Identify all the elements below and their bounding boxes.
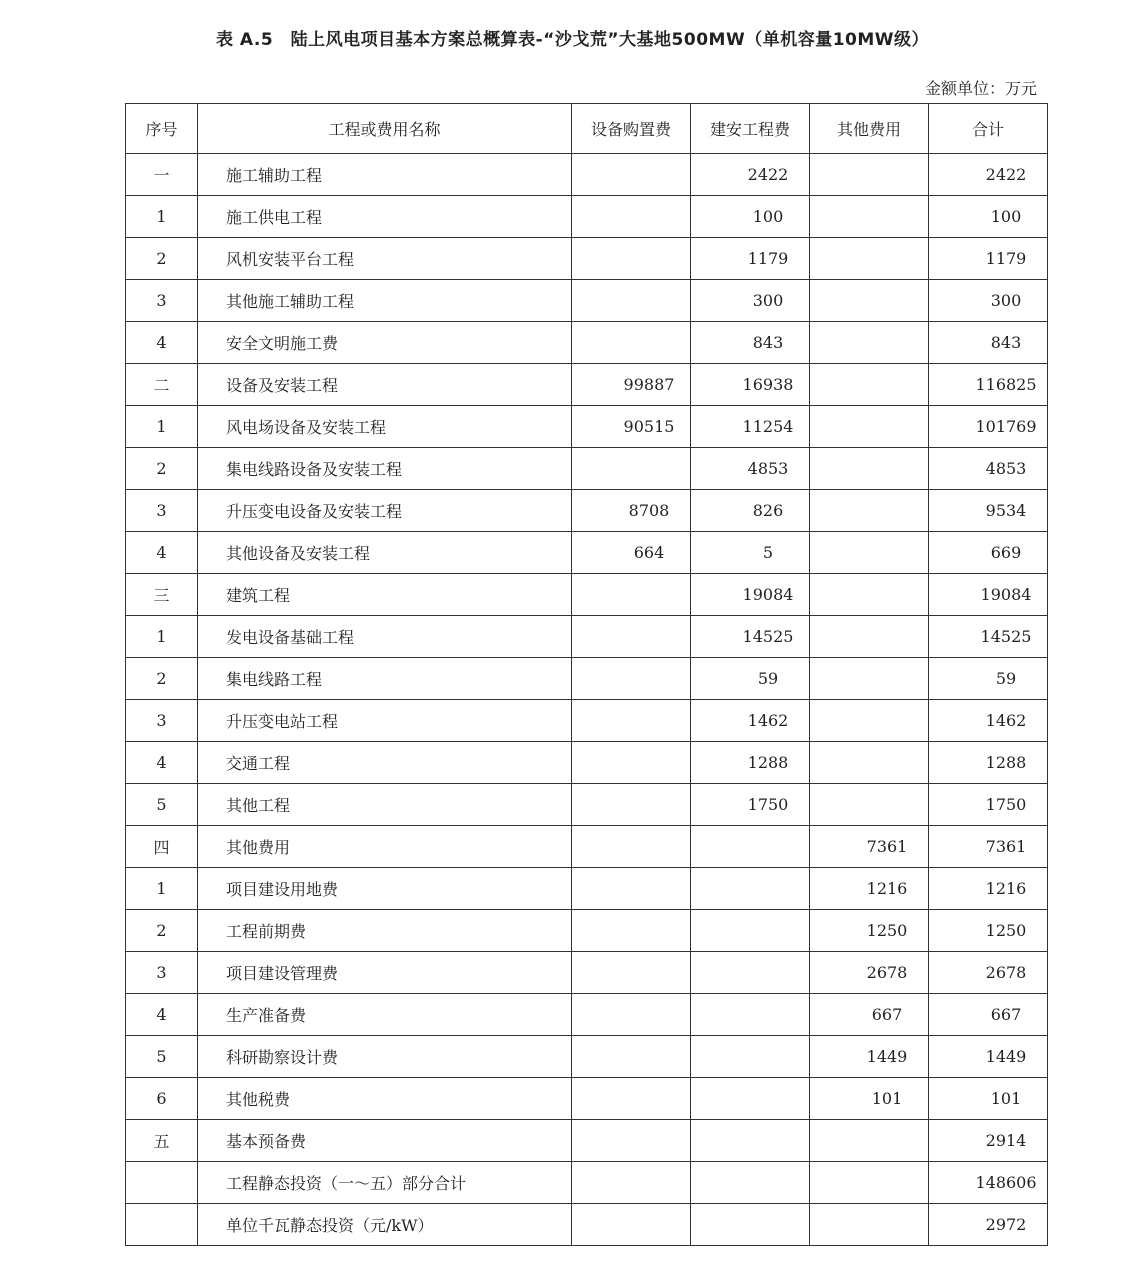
unit-label: 金额单位：万元 (924, 79, 1037, 98)
row-construction-cost-value: 843 (752, 333, 784, 352)
row-total-value: 2678 (985, 963, 1027, 982)
row-name: 集电线路设备及安装工程 (198, 448, 572, 490)
row-total-value: 2914 (985, 1131, 1027, 1150)
table-row (126, 1162, 1048, 1204)
table-row (126, 910, 1048, 952)
row-construction-cost (691, 1036, 810, 1078)
row-equipment-cost (572, 952, 691, 994)
row-construction-cost-value: 1179 (747, 249, 789, 268)
cost-estimate-table (125, 103, 1048, 1246)
row-construction-cost (691, 532, 810, 574)
row-no: 3 (126, 952, 198, 994)
row-construction-cost (691, 1204, 810, 1246)
row-construction-cost (691, 196, 810, 238)
table-row (126, 322, 1048, 364)
row-equipment-cost (572, 1120, 691, 1162)
row-total-value: 1250 (985, 921, 1027, 940)
row-other-cost (810, 742, 929, 784)
row-construction-cost (691, 700, 810, 742)
row-name: 其他税费 (198, 1078, 572, 1120)
row-equipment-cost (572, 1078, 691, 1120)
row-equipment-cost-value: 90515 (623, 417, 675, 436)
row-construction-cost (691, 994, 810, 1036)
row-construction-cost-value: 100 (752, 207, 784, 226)
row-total (929, 490, 1048, 532)
row-equipment-cost (572, 826, 691, 868)
row-other-cost (810, 1120, 929, 1162)
row-total (929, 406, 1048, 448)
row-equipment-cost (572, 280, 691, 322)
row-name: 工程前期费 (198, 910, 572, 952)
row-no: 4 (126, 994, 198, 1036)
row-total-value: 667 (990, 1005, 1022, 1024)
row-total (929, 952, 1048, 994)
row-construction-cost (691, 826, 810, 868)
row-construction-cost (691, 154, 810, 196)
row-construction-cost (691, 238, 810, 280)
table-row (126, 868, 1048, 910)
row-total (929, 322, 1048, 364)
row-name: 风电场设备及安装工程 (198, 406, 572, 448)
table-row (126, 1120, 1048, 1162)
row-no (126, 1162, 198, 1204)
row-name: 其他工程 (198, 784, 572, 826)
row-name: 安全文明施工费 (198, 322, 572, 364)
row-total (929, 994, 1048, 1036)
row-construction-cost (691, 406, 810, 448)
row-name: 风机安装平台工程 (198, 238, 572, 280)
row-total-value: 14525 (980, 627, 1032, 646)
table-row (126, 574, 1048, 616)
table-row (126, 532, 1048, 574)
row-equipment-cost (572, 448, 691, 490)
row-construction-cost-value: 1462 (747, 711, 789, 730)
row-construction-cost (691, 280, 810, 322)
row-name: 发电设备基础工程 (198, 616, 572, 658)
row-total-value: 2422 (985, 165, 1027, 184)
row-construction-cost-value: 14525 (742, 627, 794, 646)
row-no: 2 (126, 910, 198, 952)
row-other-cost (810, 1204, 929, 1246)
row-name: 升压变电站工程 (198, 700, 572, 742)
table-row (126, 406, 1048, 448)
row-name: 基本预备费 (198, 1120, 572, 1162)
row-total-value: 300 (990, 291, 1022, 310)
row-other-cost (810, 406, 929, 448)
row-other-cost (810, 1078, 929, 1120)
row-equipment-cost (572, 1036, 691, 1078)
row-no: 1 (126, 406, 198, 448)
row-other-cost (810, 658, 929, 700)
row-construction-cost-value: 1750 (747, 795, 789, 814)
row-no: 5 (126, 784, 198, 826)
row-construction-cost-value: 16938 (742, 375, 794, 394)
row-name: 集电线路工程 (198, 658, 572, 700)
row-total (929, 658, 1048, 700)
row-other-cost (810, 700, 929, 742)
row-equipment-cost (572, 658, 691, 700)
row-equipment-cost (572, 322, 691, 364)
row-total (929, 532, 1048, 574)
row-total (929, 1036, 1048, 1078)
row-equipment-cost (572, 196, 691, 238)
row-name: 生产准备费 (198, 994, 572, 1036)
row-equipment-cost (572, 1162, 691, 1204)
row-other-cost (810, 322, 929, 364)
row-construction-cost (691, 910, 810, 952)
row-name: 其他设备及安装工程 (198, 532, 572, 574)
row-no: 3 (126, 700, 198, 742)
row-total-value: 7361 (985, 837, 1027, 856)
row-no: 1 (126, 616, 198, 658)
table-row (126, 238, 1048, 280)
row-total (929, 742, 1048, 784)
row-name: 科研勘察设计费 (198, 1036, 572, 1078)
row-other-cost (810, 280, 929, 322)
row-total-value: 100 (990, 207, 1022, 226)
row-other-cost (810, 952, 929, 994)
row-other-cost-value: 101 (871, 1089, 903, 1108)
row-name: 建筑工程 (198, 574, 572, 616)
table-row (126, 826, 1048, 868)
row-total-value: 669 (990, 543, 1022, 562)
row-other-cost (810, 490, 929, 532)
row-no: 1 (126, 868, 198, 910)
row-equipment-cost (572, 238, 691, 280)
row-total-value: 1750 (985, 795, 1027, 814)
row-construction-cost-value: 300 (752, 291, 784, 310)
row-construction-cost-value: 2422 (747, 165, 789, 184)
row-equipment-cost (572, 1204, 691, 1246)
row-equipment-cost (572, 490, 691, 532)
row-total-value: 59 (995, 669, 1017, 688)
header-other: 其他费用 (810, 104, 929, 154)
row-equipment-cost (572, 406, 691, 448)
header-no: 序号 (126, 104, 198, 154)
row-name: 施工辅助工程 (198, 154, 572, 196)
row-construction-cost-value: 826 (752, 501, 784, 520)
row-total-value: 1288 (985, 753, 1027, 772)
row-construction-cost-value: 4853 (747, 459, 789, 478)
row-construction-cost (691, 1120, 810, 1162)
row-total (929, 910, 1048, 952)
row-total (929, 154, 1048, 196)
row-no: 5 (126, 1036, 198, 1078)
row-total (929, 364, 1048, 406)
table-row (126, 742, 1048, 784)
header-equipment: 设备购置费 (572, 104, 691, 154)
row-name: 项目建设管理费 (198, 952, 572, 994)
row-other-cost-value: 667 (871, 1005, 903, 1024)
row-total-value: 19084 (980, 585, 1032, 604)
row-name: 项目建设用地费 (198, 868, 572, 910)
table-row (126, 196, 1048, 238)
table-row (126, 784, 1048, 826)
table-row (126, 490, 1048, 532)
row-no: 2 (126, 238, 198, 280)
row-total (929, 868, 1048, 910)
row-other-cost (810, 1162, 929, 1204)
row-other-cost-value: 7361 (866, 837, 908, 856)
row-no: 2 (126, 658, 198, 700)
row-construction-cost-value: 1288 (747, 753, 789, 772)
row-construction-cost (691, 448, 810, 490)
row-name: 交通工程 (198, 742, 572, 784)
row-construction-cost (691, 868, 810, 910)
row-construction-cost-value: 5 (762, 543, 774, 562)
row-construction-cost (691, 1162, 810, 1204)
row-equipment-cost (572, 532, 691, 574)
table-row (126, 280, 1048, 322)
row-total-value: 101 (990, 1089, 1022, 1108)
row-total (929, 448, 1048, 490)
row-construction-cost (691, 784, 810, 826)
row-construction-cost (691, 616, 810, 658)
row-other-cost (810, 994, 929, 1036)
row-total (929, 616, 1048, 658)
row-construction-cost (691, 742, 810, 784)
row-other-cost (810, 448, 929, 490)
row-total (929, 1120, 1048, 1162)
row-name: 施工供电工程 (198, 196, 572, 238)
row-other-cost (810, 238, 929, 280)
row-no: 4 (126, 742, 198, 784)
row-construction-cost-value: 11254 (742, 417, 794, 436)
row-construction-cost-value: 19084 (742, 585, 794, 604)
row-other-cost-value: 2678 (866, 963, 908, 982)
row-total-value: 1179 (985, 249, 1027, 268)
row-other-cost (810, 154, 929, 196)
table-header-row (126, 104, 1048, 154)
row-total-value: 116825 (975, 375, 1037, 394)
row-total (929, 238, 1048, 280)
table-row (126, 994, 1048, 1036)
row-total (929, 826, 1048, 868)
row-other-cost (810, 868, 929, 910)
row-total-value: 4853 (985, 459, 1027, 478)
row-total-value: 2972 (985, 1215, 1027, 1234)
row-no: 4 (126, 322, 198, 364)
table-row (126, 1204, 1048, 1246)
row-construction-cost (691, 490, 810, 532)
row-other-cost-value: 1449 (866, 1047, 908, 1066)
row-equipment-cost (572, 742, 691, 784)
row-equipment-cost (572, 910, 691, 952)
table-row (126, 952, 1048, 994)
row-construction-cost (691, 364, 810, 406)
row-name: 其他费用 (198, 826, 572, 868)
row-no: 3 (126, 280, 198, 322)
table-title: 表 A.5 陆上风电项目基本方案总概算表-“沙戈荒”大基地500MW（单机容量10MW级） (215, 30, 930, 50)
row-no: 四 (126, 826, 198, 868)
row-construction-cost (691, 322, 810, 364)
row-other-cost-value: 1216 (866, 879, 908, 898)
row-total-value: 1449 (985, 1047, 1027, 1066)
row-equipment-cost (572, 364, 691, 406)
table-body (126, 154, 1048, 1246)
row-other-cost (810, 910, 929, 952)
table-row (126, 616, 1048, 658)
row-no: 一 (126, 154, 198, 196)
row-equipment-cost-value: 99887 (623, 375, 675, 394)
row-no: 6 (126, 1078, 198, 1120)
row-equipment-cost (572, 784, 691, 826)
table-row (126, 1078, 1048, 1120)
row-name: 设备及安装工程 (198, 364, 572, 406)
row-other-cost (810, 532, 929, 574)
row-total (929, 574, 1048, 616)
row-no (126, 1204, 198, 1246)
row-name: 其他施工辅助工程 (198, 280, 572, 322)
row-construction-cost (691, 1078, 810, 1120)
row-no: 三 (126, 574, 198, 616)
header-construction: 建安工程费 (691, 104, 810, 154)
row-no: 4 (126, 532, 198, 574)
row-total (929, 1078, 1048, 1120)
row-construction-cost-value: 59 (757, 669, 779, 688)
row-name: 升压变电设备及安装工程 (198, 490, 572, 532)
row-no: 1 (126, 196, 198, 238)
row-total (929, 280, 1048, 322)
row-total-value: 9534 (985, 501, 1027, 520)
row-no: 五 (126, 1120, 198, 1162)
row-equipment-cost (572, 616, 691, 658)
row-no: 3 (126, 490, 198, 532)
row-no: 二 (126, 364, 198, 406)
row-other-cost (810, 574, 929, 616)
row-name: 单位千瓦静态投资（元/kW） (198, 1204, 572, 1246)
row-other-cost (810, 196, 929, 238)
row-other-cost (810, 826, 929, 868)
row-construction-cost (691, 574, 810, 616)
row-total (929, 196, 1048, 238)
row-equipment-cost-value: 664 (633, 543, 665, 562)
row-other-cost (810, 784, 929, 826)
row-construction-cost (691, 952, 810, 994)
row-equipment-cost-value: 8708 (628, 501, 670, 520)
table-row (126, 700, 1048, 742)
row-total-value: 1216 (985, 879, 1027, 898)
row-name: 工程静态投资（一～五）部分合计 (198, 1162, 572, 1204)
header-name: 工程或费用名称 (198, 104, 572, 154)
row-other-cost (810, 1036, 929, 1078)
table-row (126, 154, 1048, 196)
row-total (929, 784, 1048, 826)
row-equipment-cost (572, 574, 691, 616)
table-row (126, 1036, 1048, 1078)
table-row (126, 448, 1048, 490)
table-row (126, 364, 1048, 406)
row-total (929, 1162, 1048, 1204)
row-total-value: 843 (990, 333, 1022, 352)
row-equipment-cost (572, 994, 691, 1036)
row-other-cost-value: 1250 (866, 921, 908, 940)
row-equipment-cost (572, 868, 691, 910)
row-other-cost (810, 364, 929, 406)
row-equipment-cost (572, 700, 691, 742)
row-equipment-cost (572, 154, 691, 196)
table-row (126, 658, 1048, 700)
row-total-value: 148606 (975, 1173, 1037, 1192)
row-total-value: 1462 (985, 711, 1027, 730)
row-total (929, 700, 1048, 742)
row-no: 2 (126, 448, 198, 490)
row-total (929, 1204, 1048, 1246)
header-total: 合计 (929, 104, 1048, 154)
row-other-cost (810, 616, 929, 658)
row-total-value: 101769 (975, 417, 1037, 436)
row-construction-cost (691, 658, 810, 700)
